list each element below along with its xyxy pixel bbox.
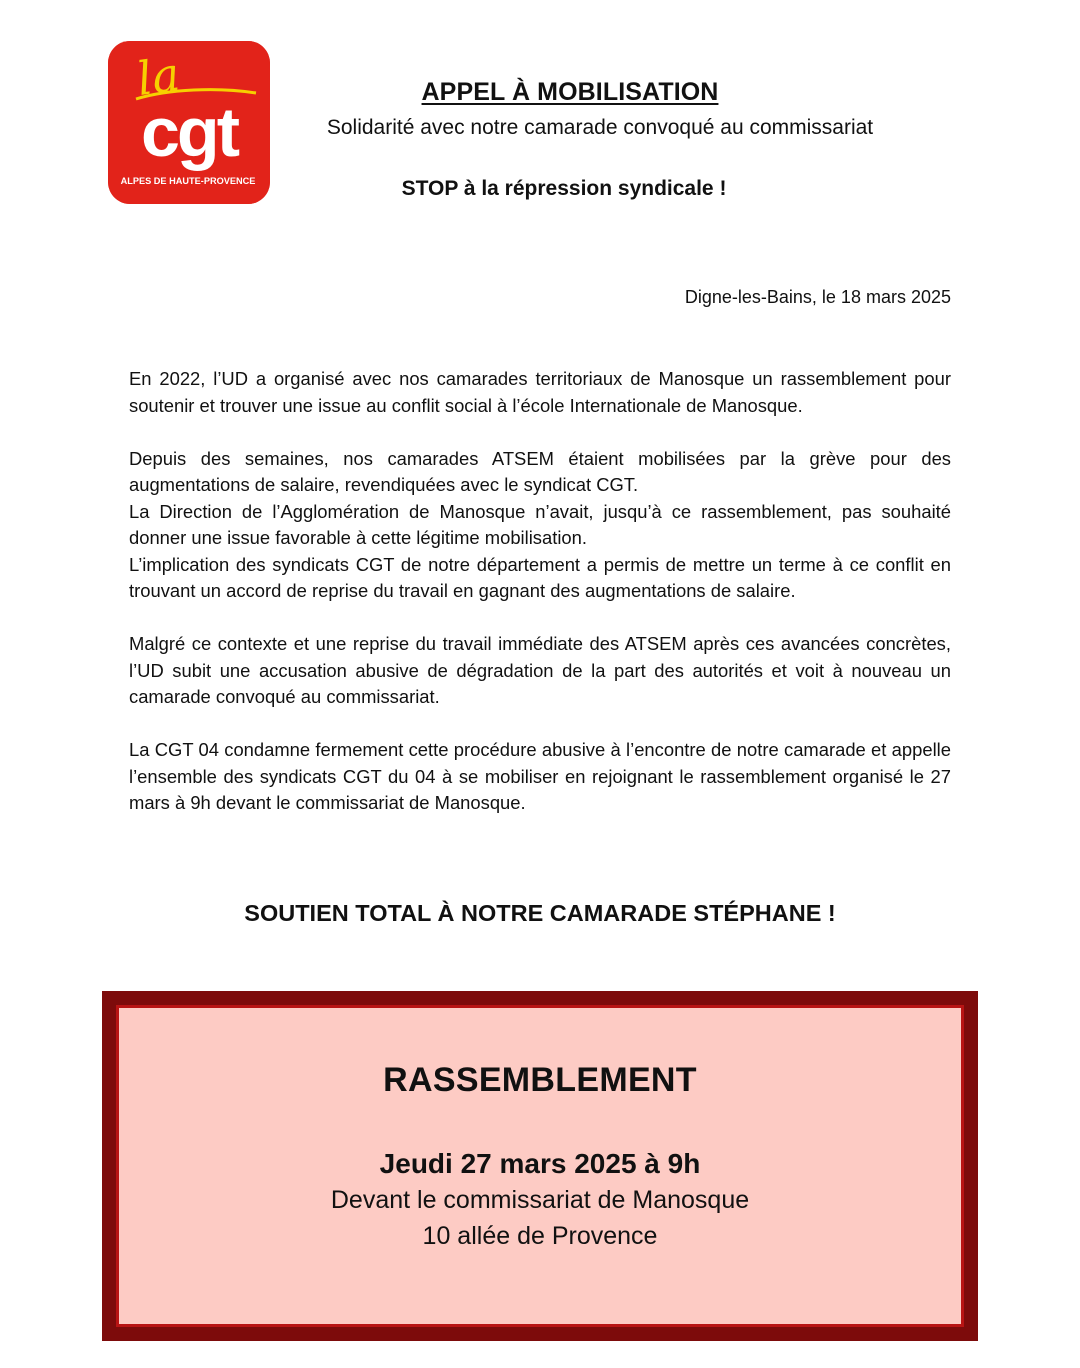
- logo-region-text: ALPES DE HAUTE-PROVENCE: [120, 176, 256, 186]
- event-address: 10 allée de Provence: [422, 1222, 658, 1250]
- page-subtitle: Solidarité avec notre camarade convoqué au commissariat: [326, 116, 874, 139]
- paragraph: Depuis des semaines, nos camarades ATSEM étaient mobilisées par la grève pour des augmentations de salaire, revendiquées avec le syndicat CGT.: [129, 447, 951, 495]
- event-box-inner: [116, 1005, 964, 1327]
- logo-script-text: la: [133, 46, 183, 106]
- paragraph: Malgré ce contexte et une reprise du travail immédiate des ATSEM après ces avancées concrètes, l’UD subit une accusation abusive de dégradation de la part des autorités et voit à nouveau un camarade convoqué au commissariat.: [129, 633, 951, 707]
- page-title: APPEL À MOBILISATION: [421, 78, 719, 106]
- logo-brand-text: cgt: [141, 93, 237, 171]
- paragraph: L’implication des syndicats CGT de notre département a permis de mettre un terme à ce conflit en trouvant un accord de reprise du travail en gagnant des augmentations de salaire.: [129, 553, 951, 601]
- cgt-logo-graphic: [108, 41, 270, 204]
- event-title: RASSEMBLEMENT: [383, 1061, 697, 1099]
- dateline: Digne-les-Bains, le 18 mars 2025: [684, 287, 951, 307]
- event-box: [102, 991, 978, 1341]
- cgt-logo: [108, 41, 270, 204]
- event-date: Jeudi 27 mars 2025 à 9h: [379, 1148, 701, 1179]
- support-line: SOUTIEN TOTAL À NOTRE CAMARADE STÉPHANE !: [244, 900, 836, 926]
- paragraph: En 2022, l’UD a organisé avec nos camarades territoriaux de Manosque un rassemblement pour soutenir et trouver une issue au conflit social à l’école Internationale de Manosque.: [129, 368, 951, 416]
- paragraph: La CGT 04 condamne fermement cette procédure abusive à l’encontre de notre camarade et appelle l’ensemble des syndicats CGT du 04 à se mobiliser en rejoignant le rassemblement organisé le 27 mars à 9h devant le commissariat de Manosque.: [129, 739, 951, 813]
- body-text: [129, 366, 951, 817]
- paragraph: La Direction de l’Agglomération de Manosque n’avait, jusqu’à ce rassemblement, pas souhaité donner une issue favorable à cette légitime mobilisation.: [129, 500, 951, 548]
- event-place: Devant le commissariat de Manosque: [330, 1186, 750, 1214]
- slogan: STOP à la répression syndicale !: [401, 177, 727, 200]
